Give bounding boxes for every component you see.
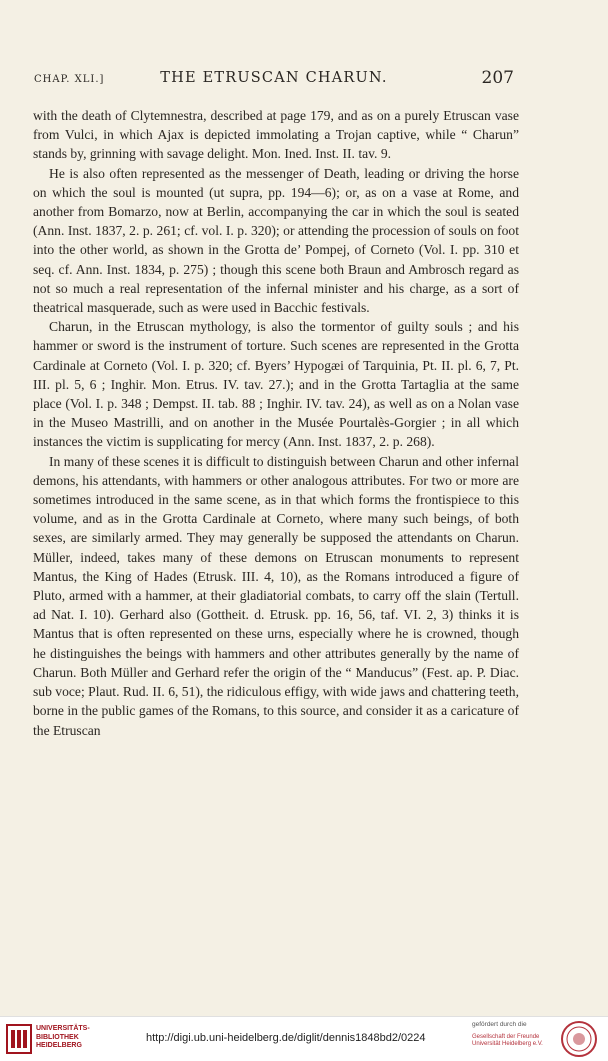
library-name: UNIVERSITÄTS- BIBLIOTHEK HEIDELBERG (36, 1025, 90, 1049)
university-seal-icon (560, 1020, 598, 1058)
page-number: 207 (481, 68, 514, 88)
body-text (33, 106, 519, 740)
university-library-logo-icon (6, 1024, 32, 1054)
funded-by-label: gefördert durch die (472, 1021, 527, 1028)
running-header (34, 68, 514, 90)
permalink-url[interactable]: http://digi.ub.uni-heidelberg.de/diglit/dennis1848bd2/0224 (146, 1032, 426, 1044)
paragraph: Charun, in the Etruscan mythology, is also the tormentor of guilty souls ; and his hammer or sword is the instrument of torture. Such scenes are represented in the Grotta Cardinale at Corneto (Vol. I. p. 320; cf. Byers’ Hypogæi of Tarquinia, Pt. II. pl. 6, 7, Pt. III. pl. 5, 6 ; Inghir. Mon. Etrus. IV. tav. 27.); and in the Grotta Tartaglia at the same place (Vol. I. p. 348 ; Dempst. II. tab. 88 ; Inghir. IV. tav. 24), as well as on a Nolan vase in the Museo Mastrilli, and on another in the Musée Pourtalès-Gorgier ; in all which instances the victim is supplicating for mercy (Ann. Inst. 1837, 2. p. 268). (33, 319, 519, 450)
society-name: Gesellschaft der Freunde Universität Heidelberg e.V. (472, 1034, 543, 1047)
paragraph: He is also often represented as the messenger of Death, leading or driving the horse on which the soul is mounted (ut supra, pp. 194—6); or, as on a vase at Rome, and another from Bomarzo, now at Berlin, accompanying the car in which the soul is seated (Ann. Inst. 1837, 2. p. 261; cf. vol. I. p. 320); or attending the procession of souls on foot into the other world, as shown in the Grotta de’ Pompej, of Corneto (Vol. I. pp. 310 et seq. cf. Ann. Inst. 1834, p. 275) ; though this scene both Braun and Ambrosch regard as not so much a real representation of the infernal minister and his charge, as a sort of theatrical masquerade, such as were used in Bacchic festivals. (33, 165, 519, 316)
paragraph: In many of these scenes it is difficult to distinguish between Charun and other infernal demons, his attendants, with hammers or other analogous attributes. For two or more are sometimes introduced in the same scene, as in that which forms the frontispiece to this volume, and as in the Grotta Cardinale at Corneto, where many such beings, of both sexes, are similarly armed. They may generally be supposed the attendants on Charun. Müller, indeed, takes many of these demons on Etruscan monuments to represent Mantus, the King of Hades (Etrusk. III. 4, 10), as the Romans introduced a figure of Pluto, armed with a hammer, at their gladiatorial combats, to carry off the slain (Tertull. ad Nat. I. 10). Gerhard also (Gottheit. d. Etrusk. pp. 16, 56, taf. VI. 2, 3) thinks it is Mantus that is often represented on these urns, especially where he is crowned, though he distinguishes the beings with hammers and other attributes generally by the name of Charun. Both Müller and Gerhard refer the origin of the “ Manducus” (Fest. ap. P. Diac. sub voce; Plaut. Rud. II. 6, 51), the ridiculous effigy, with wide jaws and chattering teeth, borne in the public games of the Romans, to this source, and consider it as a caricature of the Etruscan (33, 453, 519, 738)
page-title: THE ETRUSCAN CHARUN. (160, 70, 388, 86)
chapter-label: CHAP. XLI.] (34, 74, 105, 85)
paragraph: with the death of Clytemnestra, described at page 179, and as on a purely Etruscan vase from Vulci, in which Ajax is depicted immolating a Trojan captive, while “ Charun” stands by, grinning with savage delight. Mon. Ined. Inst. II. tav. 9. (33, 108, 519, 162)
digitization-footer (0, 1016, 608, 1061)
